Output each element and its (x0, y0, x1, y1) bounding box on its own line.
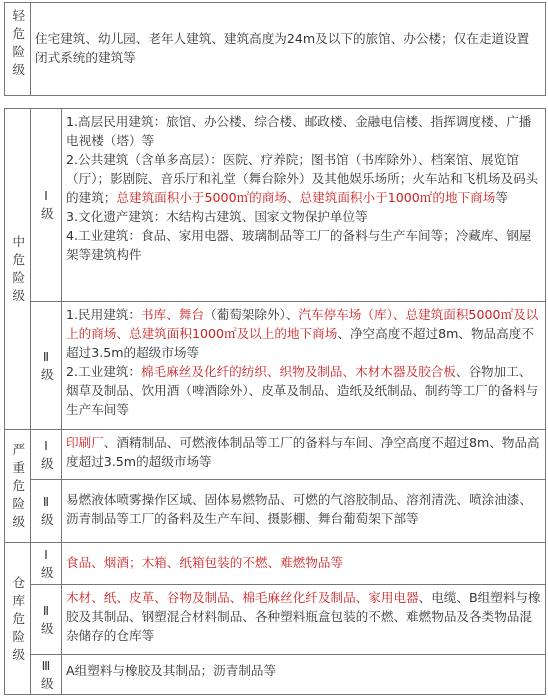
text-segment: 1.高层民用建筑：旅馆、办公楼、综合楼、邮政楼、金融电信楼、指挥调度楼、广播电视楼（塔）等 (66, 114, 532, 148)
light-hazard-label-cell (5, 3, 31, 96)
highlighted-text: 总建筑面积小于5000㎡的商场、总建筑面积小于1000㎡的地下商场 (116, 190, 496, 205)
severe-level2-label-cell (31, 480, 62, 543)
warehouse-level3-content (62, 655, 546, 695)
severe-level1-content (62, 430, 546, 480)
medium-level1-item (66, 207, 541, 226)
text-segment: 、电缆、B组塑料与橡胶及其制品、钢塑混合材料制品、各种塑料瓶盒包装的不燃、难燃物品及各类物品混杂储存的仓库等 (66, 590, 541, 643)
medium-level2-content (62, 302, 546, 430)
hazard-classification-table (4, 108, 546, 695)
severe-level2-content (62, 480, 546, 543)
severe-level1-label-cell (31, 430, 62, 480)
medium-hazard-label: 中危险级 (12, 234, 26, 303)
text-segment: 2.公共建筑（含单多高层）：医院、疗养院；图书馆（书库除外）、档案馆、展览馆（厅）；影剧院、音乐厅和礼堂（舞台除外）及其他娱乐场所；火车站和飞机场及码头的建筑； (66, 152, 539, 205)
medium-level1-item (66, 150, 541, 207)
text-segment: A组塑料与橡胶及其制品；沥青制品等 (66, 663, 277, 678)
highlighted-text: 汽车停车场（库）、总建筑面积5000㎡及以上的商场、总建筑面积1000㎡及以上的地下商场 (66, 307, 539, 341)
warehouse-level1-content (62, 543, 546, 585)
warehouse-level1-label-cell (31, 543, 62, 585)
warehouse-hazard-label: 仓库危险级 (12, 574, 26, 662)
medium-level2-item (66, 362, 541, 419)
highlighted-text: 木材、纸、皮革、谷物及制品、棉毛麻丝化纤及制品、家用电器 (66, 590, 419, 605)
text-segment: 2.工业建筑： (66, 364, 141, 379)
warehouse-level2-label: Ⅱ级 (41, 602, 54, 636)
text-segment: 1.民用建筑： (66, 307, 141, 322)
text-segment: 3.文化遗产建筑：木结构古建筑、国家文物保护单位等 (66, 209, 368, 224)
warehouse-level3-label-cell (31, 655, 62, 695)
warehouse-level3-label: Ⅲ级 (41, 657, 54, 691)
warehouse-level1-label: Ⅰ级 (41, 546, 54, 580)
medium-level2-label-cell (31, 302, 62, 430)
medium-level1-content (62, 109, 546, 302)
severe-hazard-label-cell (5, 430, 31, 543)
severe-hazard-label: 严重危险级 (12, 442, 26, 529)
medium-level2-label: Ⅱ级 (41, 348, 54, 382)
warehouse-level2-label-cell (31, 585, 62, 655)
text-segment: 、净空高度不超过8m、物品高度不超过3.5m的超级市场等 (66, 326, 534, 360)
warehouse-level2-content (62, 585, 546, 655)
text-segment: 易燃液体喷雾操作区域、固体易燃物品、可燃的气溶胶制品、溶剂清洗、喷涂油漆、沥青制品等工厂的备料及生产车间、摄影棚、舞台葡萄架下部等 (66, 492, 532, 526)
medium-hazard-label-cell (5, 109, 31, 430)
text-segment: 、谷物加工、烟草及制品、饮用酒（啤酒除外）、皮革及制品、造纸及纸制品、制药等工厂的备料与生产车间等 (66, 364, 539, 417)
medium-level2-item (66, 305, 541, 362)
highlighted-text: 棉毛麻丝及化纤的纺织、织物及制品、木材木器及胶合板 (141, 364, 456, 379)
highlighted-text: 印刷厂 (66, 435, 104, 450)
text-segment: 、酒精制品、可燃液体制品等工厂的备料与车间、净空高度不超过8m、物品高度超过3.5m的超级市场等 (66, 435, 540, 469)
light-hazard-label: 轻危险级 (12, 8, 26, 77)
text-segment: 等 (495, 190, 508, 205)
highlighted-text: 书库、舞台 (141, 307, 204, 322)
medium-level1-item (66, 226, 541, 264)
warehouse-hazard-label-cell (5, 543, 31, 695)
severe-level2-label: Ⅱ级 (41, 494, 54, 527)
text-segment: 4.工业建筑：食品、家用电器、玻璃制品等工厂的备料与生产车间等；冷藏库、钢屋架等建筑构件 (66, 228, 532, 262)
medium-level1-label-cell (31, 109, 62, 302)
text-segment: （葡萄架除外）、 (203, 307, 299, 322)
light-hazard-text: 住宅建筑、幼儿园、老年人建筑、建筑高度为24m及以下的旅馆、办公楼；仅在走道设置闭式系统的建筑等 (31, 3, 546, 96)
highlighted-text: 食品、烟酒；木箱、纸箱包装的不燃、难燃物品等 (66, 555, 344, 570)
medium-level1-item (66, 112, 541, 150)
severe-level1-label: Ⅰ级 (41, 437, 54, 471)
light-hazard-table (4, 2, 546, 96)
medium-level1-label: Ⅰ级 (41, 188, 54, 221)
